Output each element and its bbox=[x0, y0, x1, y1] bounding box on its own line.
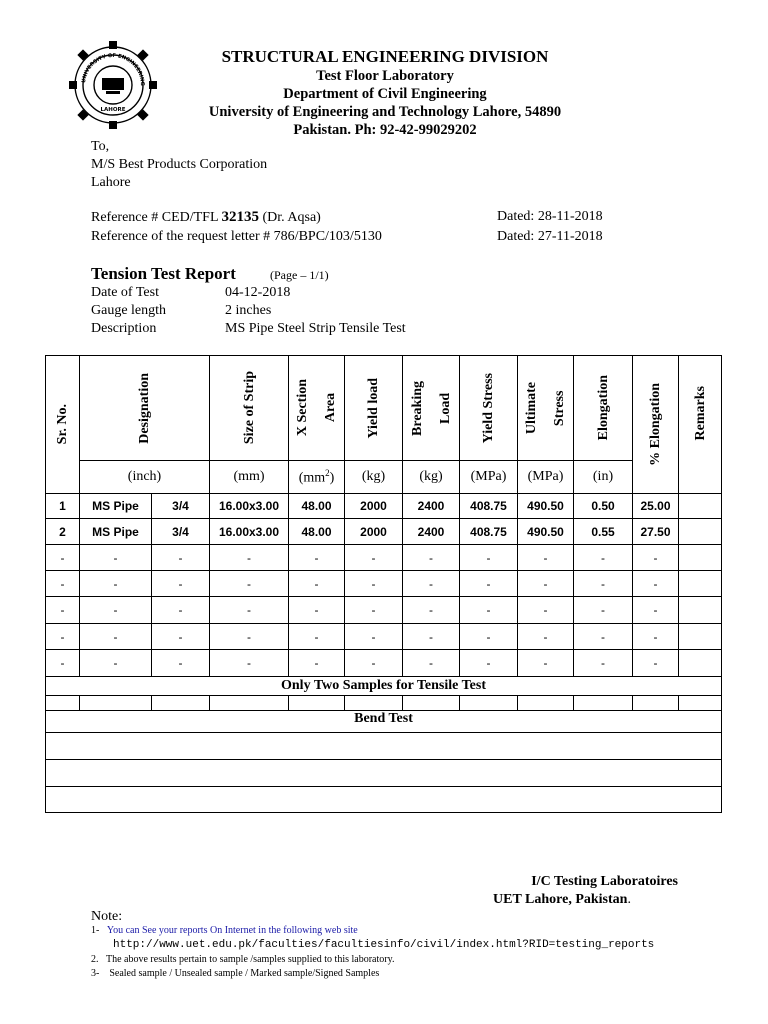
description-value: MS Pipe Steel Strip Tensile Test bbox=[225, 321, 406, 336]
header-elongation-text: Elongation bbox=[595, 375, 611, 441]
header-breaking-line2: Load bbox=[437, 392, 453, 424]
cell-remarks bbox=[679, 519, 722, 545]
dash-cell: - bbox=[46, 597, 80, 624]
cell-yield-stress: 408.75 bbox=[460, 494, 518, 519]
header-ultimate-stress bbox=[518, 356, 574, 461]
unit-yield-stress: (MPa) bbox=[460, 461, 518, 494]
dash-cell: - bbox=[633, 545, 679, 571]
dash-cell: - bbox=[289, 571, 345, 597]
cell-sr: 2 bbox=[46, 519, 80, 545]
dash-cell: - bbox=[460, 624, 518, 650]
cell-designation: MS Pipe bbox=[80, 519, 152, 545]
request-letter-date: Dated: 27-11-2018 bbox=[497, 229, 603, 244]
header-xsection bbox=[289, 356, 345, 461]
notes-title: Note: bbox=[91, 909, 123, 924]
summary-text: Only Two Samples for Tensile Test bbox=[46, 677, 722, 696]
empty-cell bbox=[80, 696, 152, 711]
dash-cell: - bbox=[574, 624, 633, 650]
dash-cell: - bbox=[518, 571, 574, 597]
dash-cell: - bbox=[345, 571, 403, 597]
empty-row bbox=[46, 624, 722, 650]
empty-cell bbox=[152, 696, 210, 711]
cell-designation: MS Pipe bbox=[80, 494, 152, 519]
dash-cell: - bbox=[80, 545, 152, 571]
dash-cell: - bbox=[152, 545, 210, 571]
note-2-text: The above results pertain to sample /samples supplied to this laboratory. bbox=[106, 954, 395, 965]
dash-cell: - bbox=[460, 545, 518, 571]
unit-area-close: ) bbox=[329, 470, 335, 486]
header-breaking-line1: Breaking bbox=[409, 380, 425, 436]
dash-cell: - bbox=[574, 545, 633, 571]
empty-cell bbox=[403, 696, 460, 711]
note-2 bbox=[91, 954, 394, 965]
header-designation bbox=[80, 356, 210, 461]
dash-cell: - bbox=[518, 597, 574, 624]
cell-pct-elongation: 27.50 bbox=[633, 519, 679, 545]
division-title: STRUCTURAL ENGINEERING DIVISION bbox=[221, 47, 549, 66]
department-name: Department of Civil Engineering bbox=[283, 86, 487, 102]
header-yield-stress-text: Yield Stress bbox=[481, 372, 496, 444]
empty-cell bbox=[46, 733, 722, 760]
empty-cell bbox=[46, 787, 722, 813]
note-1-number: 1- bbox=[91, 925, 100, 936]
empty-cell bbox=[345, 696, 403, 711]
bend-row bbox=[46, 733, 722, 760]
dash-cell: - bbox=[46, 624, 80, 650]
dash-cell: - bbox=[46, 571, 80, 597]
note-3 bbox=[91, 968, 379, 979]
unit-breaking: (kg) bbox=[403, 461, 460, 494]
note-1 bbox=[91, 925, 358, 936]
dash-cell: - bbox=[345, 597, 403, 624]
dash-cell: - bbox=[210, 650, 289, 677]
gauge-length-value: 2 inches bbox=[225, 303, 272, 318]
header-xsection-line2: Area bbox=[322, 393, 338, 423]
header-breaking-load bbox=[403, 356, 460, 461]
empty-cell bbox=[679, 597, 722, 624]
dash-cell: - bbox=[460, 597, 518, 624]
signature-title: I/C Testing Laboratoires bbox=[531, 874, 678, 889]
page-indicator: (Page – 1/1) bbox=[270, 268, 329, 282]
dash-cell: - bbox=[46, 650, 80, 677]
dash-cell: - bbox=[152, 624, 210, 650]
request-letter-reference: Reference of the request letter # 786/BPC/103/5130 bbox=[91, 229, 382, 244]
empty-cell bbox=[210, 696, 289, 711]
spacer-row bbox=[46, 696, 722, 711]
empty-cell bbox=[460, 696, 518, 711]
university-name: University of Engineering and Technology Lahore, 54890 bbox=[208, 104, 562, 120]
header-yield-load-text: Yield load bbox=[366, 377, 381, 439]
empty-cell bbox=[46, 696, 80, 711]
dash-cell: - bbox=[345, 650, 403, 677]
cell-area: 48.00 bbox=[289, 494, 345, 519]
dash-cell: - bbox=[46, 545, 80, 571]
dash-cell: - bbox=[80, 597, 152, 624]
unit-size: (mm) bbox=[210, 461, 289, 494]
unit-area-sup: 2 bbox=[325, 467, 330, 478]
header-designation-text: Designation bbox=[137, 372, 152, 444]
bend-test-title: Bend Test bbox=[46, 711, 722, 733]
recipient-company: M/S Best Products Corporation bbox=[91, 157, 268, 172]
dash-cell: - bbox=[152, 571, 210, 597]
cell-size: 16.00x3.00 bbox=[210, 494, 289, 519]
signature-location-text: UET Lahore, Pakistan bbox=[493, 892, 628, 907]
empty-cell bbox=[518, 696, 574, 711]
dash-cell: - bbox=[460, 650, 518, 677]
dash-cell: - bbox=[210, 571, 289, 597]
gauge-length-label: Gauge length bbox=[91, 303, 167, 318]
header-yield-stress bbox=[460, 356, 518, 461]
dash-cell: - bbox=[152, 597, 210, 624]
dash-cell: - bbox=[345, 545, 403, 571]
dash-cell: - bbox=[574, 571, 633, 597]
header-size bbox=[210, 356, 289, 461]
bend-row bbox=[46, 760, 722, 787]
empty-cell bbox=[679, 545, 722, 571]
dash-cell: - bbox=[633, 624, 679, 650]
note-3-number: 3- bbox=[91, 968, 100, 979]
dash-cell: - bbox=[633, 571, 679, 597]
date-of-test-value: 04-12-2018 bbox=[225, 285, 291, 300]
header-remarks bbox=[679, 356, 722, 494]
bend-row bbox=[46, 787, 722, 813]
dash-cell: - bbox=[289, 597, 345, 624]
cell-inch: 3/4 bbox=[152, 494, 210, 519]
dash-cell: - bbox=[518, 624, 574, 650]
header-pct-elongation bbox=[633, 356, 679, 494]
lab-name: Test Floor Laboratory bbox=[316, 68, 454, 84]
units-row bbox=[46, 461, 722, 494]
empty-cell bbox=[679, 650, 722, 677]
cell-size: 16.00x3.00 bbox=[210, 519, 289, 545]
header-yield-load bbox=[345, 356, 403, 461]
dash-cell: - bbox=[210, 624, 289, 650]
empty-cell bbox=[679, 571, 722, 597]
dash-cell: - bbox=[345, 624, 403, 650]
cell-pct-elongation: 25.00 bbox=[633, 494, 679, 519]
header-pct-elongation-text: % Elongation bbox=[648, 383, 663, 466]
dash-cell: - bbox=[518, 545, 574, 571]
empty-cell bbox=[46, 760, 722, 787]
unit-elongation: (in) bbox=[574, 461, 633, 494]
reports-url[interactable]: http://www.uet.edu.pk/faculties/facultiesinfo/civil/index.html?RID=testing_reports bbox=[113, 939, 655, 951]
recipient-city: Lahore bbox=[91, 175, 131, 190]
header-remarks-text: Remarks bbox=[692, 386, 708, 441]
cell-breaking-load: 2400 bbox=[403, 519, 460, 545]
cell-yield-stress: 408.75 bbox=[460, 519, 518, 545]
empty-row bbox=[46, 650, 722, 677]
unit-area-base: (mm bbox=[298, 470, 326, 486]
dash-cell: - bbox=[289, 624, 345, 650]
reference-date: Dated: 28-11-2018 bbox=[497, 209, 603, 224]
dash-cell: - bbox=[210, 545, 289, 571]
dash-cell: - bbox=[403, 571, 460, 597]
unit-yield-load: (kg) bbox=[345, 461, 403, 494]
cell-ultimate-stress: 490.50 bbox=[518, 519, 574, 545]
table-row bbox=[46, 494, 722, 519]
note-1-text: You can See your reports On Internet in the following web site bbox=[106, 925, 358, 936]
reference-number: 32135 bbox=[221, 209, 259, 225]
header-row bbox=[46, 356, 722, 461]
dash-cell: - bbox=[403, 545, 460, 571]
cell-ultimate-stress: 490.50 bbox=[518, 494, 574, 519]
svg-text:LAHORE: LAHORE bbox=[100, 107, 126, 113]
cell-yield-load: 2000 bbox=[345, 519, 403, 545]
signature-location bbox=[493, 892, 631, 908]
header-size-text: Size of Strip bbox=[241, 371, 257, 445]
dash-cell: - bbox=[80, 624, 152, 650]
empty-cell bbox=[679, 624, 722, 650]
cell-yield-load: 2000 bbox=[345, 494, 403, 519]
dash-cell: - bbox=[80, 650, 152, 677]
note-3-text: Sealed sample / Unsealed sample / Marked sample/Signed Samples bbox=[109, 968, 380, 979]
cell-inch: 3/4 bbox=[152, 519, 210, 545]
dash-cell: - bbox=[633, 650, 679, 677]
dash-cell: - bbox=[518, 650, 574, 677]
recipient-address bbox=[91, 138, 267, 192]
dash-cell: - bbox=[289, 545, 345, 571]
header-sr-text: Sr. No. bbox=[55, 404, 70, 445]
header-ultimate-line2: Stress bbox=[551, 390, 567, 426]
empty-cell bbox=[289, 696, 345, 711]
dash-cell: - bbox=[289, 650, 345, 677]
dash-cell: - bbox=[210, 597, 289, 624]
reference-suffix: (Dr. Aqsa) bbox=[259, 210, 321, 225]
dash-cell: - bbox=[403, 624, 460, 650]
cell-elongation: 0.55 bbox=[574, 519, 633, 545]
dash-cell: - bbox=[633, 597, 679, 624]
reference-line bbox=[91, 209, 321, 226]
university-logo bbox=[68, 40, 158, 130]
summary-row bbox=[46, 677, 722, 696]
dash-cell: - bbox=[80, 571, 152, 597]
cell-sr: 1 bbox=[46, 494, 80, 519]
university-phone: Pakistan. Ph: 92-42-99029202 bbox=[293, 122, 477, 138]
date-of-test-label: Date of Test bbox=[91, 285, 159, 300]
cell-area: 48.00 bbox=[289, 519, 345, 545]
empty-cell bbox=[574, 696, 633, 711]
cell-remarks bbox=[679, 494, 722, 519]
dash-cell: - bbox=[574, 650, 633, 677]
empty-cell bbox=[679, 696, 722, 711]
signature-period: . bbox=[627, 892, 631, 907]
note-2-number: 2. bbox=[91, 954, 99, 965]
dash-cell: - bbox=[460, 571, 518, 597]
unit-ultimate: (MPa) bbox=[518, 461, 574, 494]
empty-row bbox=[46, 597, 722, 624]
bend-test-row bbox=[46, 711, 722, 733]
header-elongation bbox=[574, 356, 633, 461]
report-title: Tension Test Report bbox=[91, 264, 236, 283]
unit-designation: (inch) bbox=[80, 461, 210, 494]
cell-elongation: 0.50 bbox=[574, 494, 633, 519]
empty-cell bbox=[633, 696, 679, 711]
header-xsection-line1: X Section bbox=[295, 379, 311, 437]
header-ultimate-line1: Ultimate bbox=[524, 381, 540, 435]
results-table bbox=[45, 355, 722, 813]
header-sr bbox=[46, 356, 80, 494]
reference-prefix: Reference # CED/TFL bbox=[91, 210, 222, 225]
empty-row bbox=[46, 545, 722, 571]
table-row bbox=[46, 519, 722, 545]
dash-cell: - bbox=[403, 597, 460, 624]
dash-cell: - bbox=[574, 597, 633, 624]
dash-cell: - bbox=[403, 650, 460, 677]
recipient-to: To, bbox=[91, 139, 110, 154]
unit-area bbox=[289, 461, 345, 494]
empty-row bbox=[46, 571, 722, 597]
svg-text:UNIVERSITY OF ENGINEERING: UNIVERSITY OF ENGINEERING bbox=[81, 52, 146, 87]
dash-cell: - bbox=[152, 650, 210, 677]
cell-breaking-load: 2400 bbox=[403, 494, 460, 519]
description-label: Description bbox=[91, 321, 157, 336]
